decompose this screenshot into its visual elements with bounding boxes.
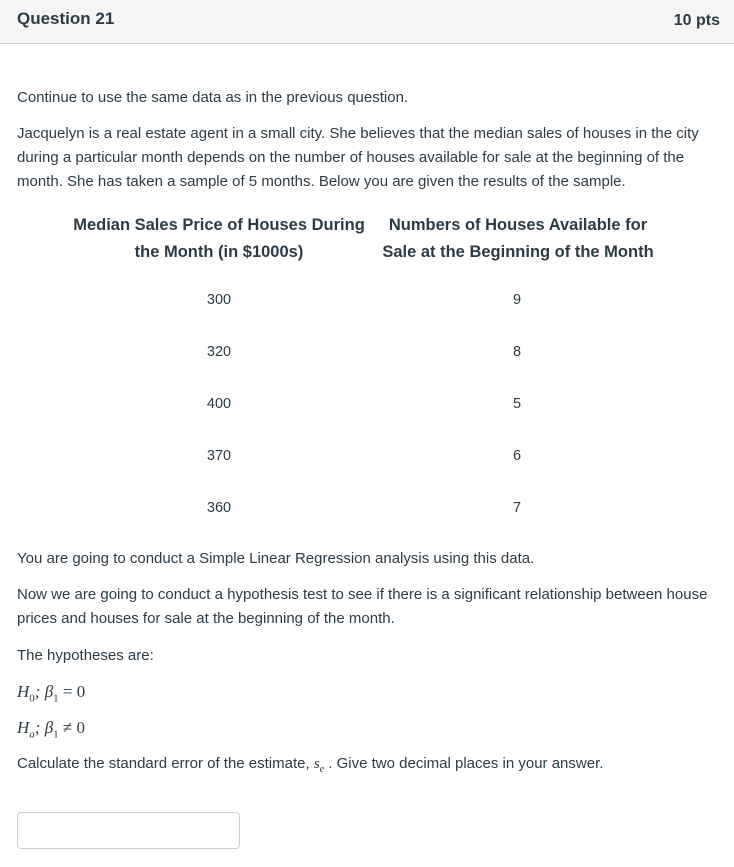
se-subscript: e (319, 764, 325, 775)
instruction-post: . Give two decimal places in your answer. (324, 755, 604, 772)
h0-beta: ; β (34, 682, 54, 701)
ha-relation: ≠ 0 (58, 718, 86, 737)
table-cell-houses: 5 (512, 396, 522, 412)
intro-paragraph: Jacquelyn is a real estate agent in a small city. She believes that the median sales of houses in the city during a particular month depends on the number of houses available for sale at the beginning of the month. She has taken a sample of 5 months. Below you are given the results of the sample. (17, 125, 699, 190)
table-cell-houses: 7 (512, 500, 522, 516)
h0-subscript: 0 (29, 692, 35, 705)
null-hypothesis (17, 680, 717, 710)
ha-symbol: H (17, 718, 30, 737)
alt-hypothesis (17, 716, 717, 746)
ha-beta: ; β (34, 718, 54, 737)
table-cell-houses: 9 (512, 292, 522, 308)
intro-line: Continue to use the same data as in the previous question. (17, 89, 409, 106)
table-cell-price: 320 (206, 344, 232, 360)
ha-subscript: a (29, 728, 35, 741)
ha-beta-subscript: 1 (53, 728, 59, 741)
table-cell-houses: 6 (512, 448, 522, 464)
question-title: Question 21 (17, 9, 115, 28)
col1-header-line1: Median Sales Price of Houses During (73, 216, 365, 234)
body-line2: Now we are going to conduct a hypothesis test to see if there is a significant relationship between house prices and houses for sale at the beginning of the month. (17, 586, 708, 627)
table-cell-price: 400 (206, 396, 232, 412)
col1-header (70, 212, 368, 266)
col2-header-line2: Sale at the Beginning of the Month (382, 243, 654, 261)
body-line1: You are going to conduct a Simple Linear Regression analysis using this data. (17, 550, 535, 567)
h0-relation: = 0 (58, 682, 86, 701)
table-cell-price: 370 (206, 448, 232, 464)
hypotheses-label: The hypotheses are: (17, 647, 154, 664)
h0-beta-subscript: 1 (53, 692, 59, 705)
se-variable: s (313, 756, 320, 772)
question-points: 10 pts (673, 12, 720, 29)
h0-symbol: H (17, 682, 30, 701)
table-cell-houses: 8 (512, 344, 522, 360)
col2-header-line1: Numbers of Houses Available for (388, 216, 648, 234)
col2-header (375, 212, 661, 266)
instruction (17, 752, 717, 782)
answer-input[interactable] (17, 812, 240, 849)
question-header (0, 0, 734, 44)
instruction-pre: Calculate the standard error of the estimate, (17, 755, 314, 772)
table-cell-price: 300 (206, 292, 232, 308)
col1-header-line2: the Month (in $1000s) (134, 243, 304, 261)
table-cell-price: 360 (206, 500, 232, 516)
